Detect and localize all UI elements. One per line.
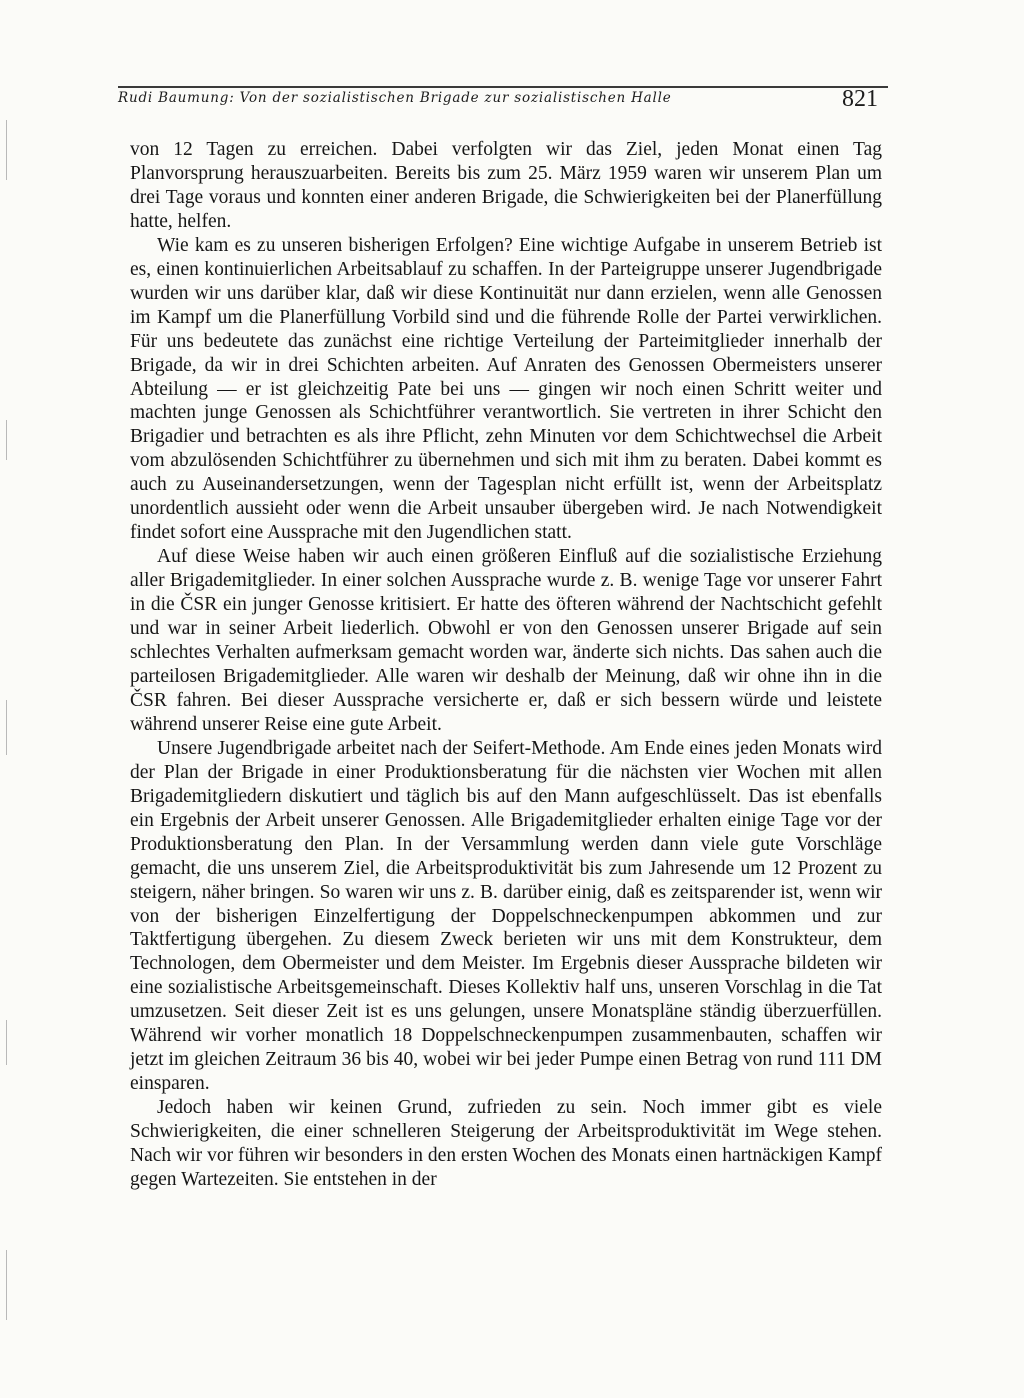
- paragraph-1: von 12 Tagen zu erreichen. Dabei verfolgten wir das Ziel, jeden Monat einen Tag Planvorsprung herauszuarbeiten. Bereits bis zum 25. März 1959 waren wir unserem Plan um drei Tage voraus und konnten einer anderen Brigade, die Schwierigkeiten bei der Planerfüllung hatte, helfen.: [130, 139, 882, 232]
- paragraph-5: Jedoch haben wir keinen Grund, zufrieden zu sein. Noch immer gibt es viele Schwierigkeiten, die einer schnelleren Steigerung der Arbeitsproduktivität im Wege stehen. Nach wir vor führen wir besonders in den ersten Wochen des Monats einen hartnäckigen Kampf gegen Wartezeiten. Sie entstehen in der: [130, 1097, 882, 1190]
- paragraph-3: Auf diese Weise haben wir auch einen größeren Einfluß auf die sozialistische Erziehung aller Brigademitglieder. In einer solchen Aussprache wurde z. B. wenige Tage vor unserer Fahrt in die ČSR ein junger Genosse kritisiert. Er hatte des öfteren während der Nachtschicht gefehlt und war in seiner Arbeit liederlich. Obwohl er von den Genossen unserer Brigade auf sein schlechtes Verhalten aufmerksam gemacht worden war, änderte sich nichts. Das sahen auch die parteilosen Brigademitglieder. Alle waren wir deshalb der Meinung, daß wir ohne ihn in die ČSR fahren. Bei dieser Aussprache versicherte er, daß er sich bessern würde und leistete während unserer Reise eine gute Arbeit.: [130, 546, 882, 735]
- running-header: Rudi Baumung: Von der sozialistischen Brigade zur sozialistischen Halle: [118, 90, 672, 106]
- scan-margin-marks: [6, 0, 16, 1398]
- paragraph-2: Wie kam es zu unseren bisherigen Erfolgen? Eine wichtige Aufgabe in unserem Betrieb ist es, einen kontinuierlichen Arbeitsablauf zu schaffen. In der Parteigruppe unserer Jugendbrigade wurden wir uns darüber klar, daß wir diese Kontinuität nur dann erzielen, wenn alle Genossen im Kampf um die Planerfüllung Vorbild sind und die führende Rolle der Partei verwirklichen. Für uns bedeutete das zunächst eine richtige Verteilung der Parteimitglieder innerhalb der Brigade, da wir in drei Schichten arbeiten. Auf Anraten des Genossen Obermeisters unserer Abteilung — er ist gleichzeitig Pate bei uns — gingen wir noch einen Schritt weiter und machten junge Genossen als Schichtführer verantwortlich. Sie vertreten in ihrer Schicht den Brigadier und betrachten es als ihre Pflicht, zehn Minuten vor dem Schichtwechsel die Arbeit vom abzulösenden Schichtführer zu übernehmen und sich mit ihm zu beraten. Dabei kommt es auch zu Auseinandersetzungen, wenn der Tagesplan nicht erfüllt ist, wenn der Arbeitsplatz unordentlich aussieht oder wenn die Arbeit unsauber übergeben wird. Je nach Notwendigkeit findet sofort eine Aussprache mit den Jugendlichen statt.: [130, 234, 882, 544]
- body-text: [130, 138, 882, 1192]
- paragraph-4: Unsere Jugendbrigade arbeitet nach der Seifert-Methode. Am Ende eines jeden Monats wird der Plan der Brigade in einer Produktionsberatung für die nächsten vier Wochen mit allen Brigademitgliedern diskutiert und täglich bis auf den Mann aufgeschlüsselt. Das ist ebenfalls ein Ergebnis der Arbeit unserer Genossen. Alle Brigademitglieder erhalten einige Tage vor der Produktionsberatung den Plan. In der Versammlung werden dann viele gute Vorschläge gemacht, die uns unserem Ziel, die Arbeitsproduktivität bis zum Jahresende um 12 Prozent zu steigern, näher bringen. So waren wir uns z. B. darüber einig, daß es zeitsparender ist, wenn wir von der bisherigen Einzelfertigung der Doppelschneckenpumpen abkommen und zur Taktfertigung übergehen. Zu diesem Zweck berieten wir uns mit dem Konstrukteur, dem Technologen, dem Obermeister und dem Meister. Im Ergebnis dieser Aussprache bildeten wir eine sozialistische Arbeitsgemeinschaft. Dieses Kollektiv half uns, unseren Vorschlag in die Tat umzusetzen. Seit dieser Zeit ist es uns gelungen, unsere Monatspläne ständig überzuerfüllen. Während wir vorher monatlich 18 Doppelschneckenpumpen zusammenbauten, schaffen wir jetzt im gleichen Zeitraum 36 bis 40, wobei wir bei jeder Pumpe einen Betrag von rund 111 DM einsparen.: [130, 737, 882, 1095]
- page-number: 821: [842, 86, 878, 112]
- header-rule: [118, 86, 888, 88]
